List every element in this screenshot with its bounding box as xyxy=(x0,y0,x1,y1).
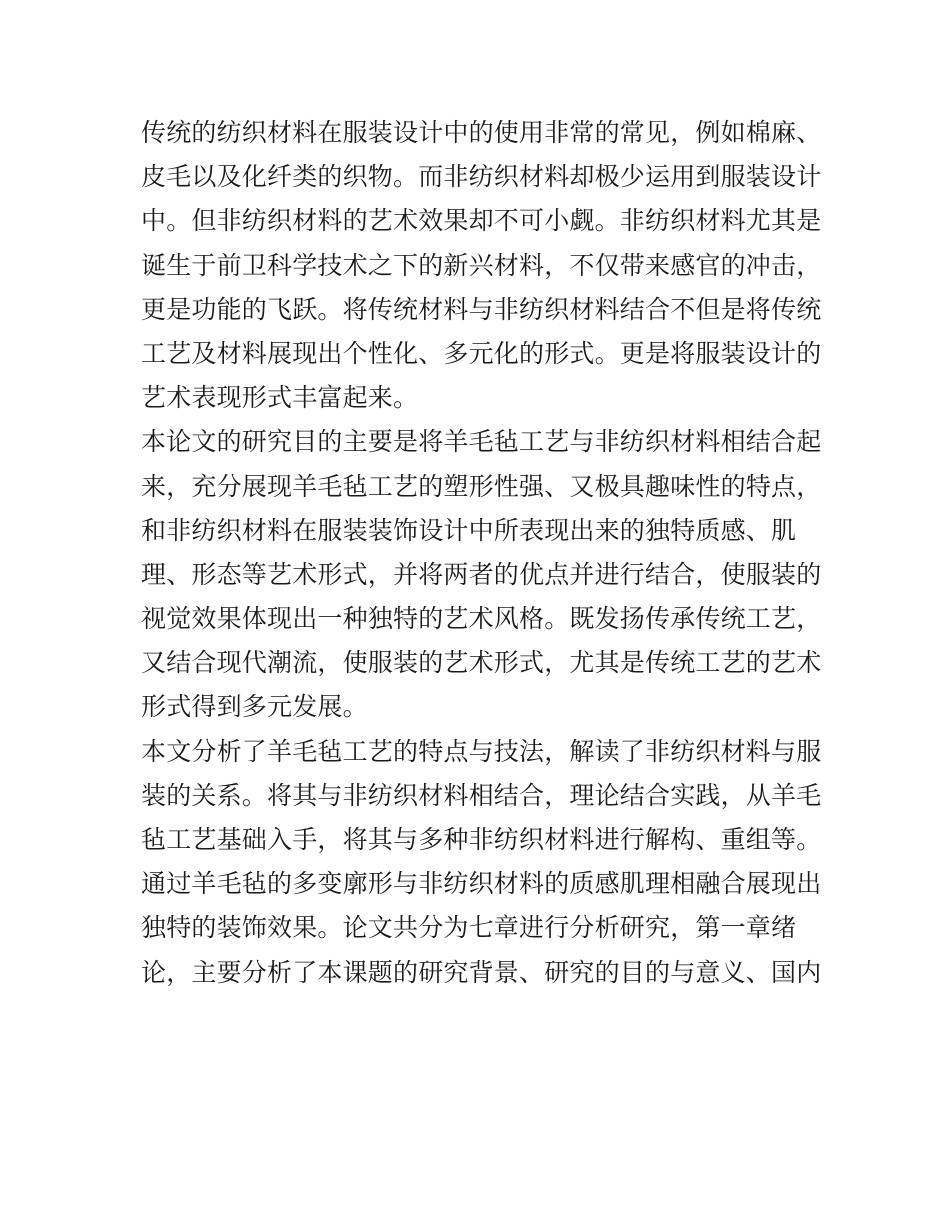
text-line: 诞生于前卫科学技术之下的新兴材料，不仅带来感官的冲击， xyxy=(141,250,822,280)
text-line: 中。但非纺织材料的艺术效果却不可小觑。非纺织材料尤其是 xyxy=(141,206,822,236)
text-line: 视觉效果体现出一种独特的艺术风格。既发扬传承传统工艺， xyxy=(141,604,822,634)
text-line: 本论文的研究目的主要是将羊毛毡工艺与非纺织材料相结合起 xyxy=(141,427,822,457)
text-line: 毡工艺基础入手，将其与多种非纺织材料进行解构、重组等。 xyxy=(141,825,822,854)
text-line: 通过羊毛毡的多变廓形与非纺织材料的质感肌理相融合展现出 xyxy=(141,869,822,899)
text-line: 本文分析了羊毛毡工艺的特点与技法，解读了非纺织材料与服 xyxy=(141,736,822,766)
text-line: 皮毛以及化纤类的织物。而非纺织材料却极少运用到服装设计 xyxy=(141,162,822,192)
text-line: 独特的装饰效果。论文共分为七章进行分析研究，第一章绪 xyxy=(141,913,797,943)
text-line: 艺术表现形式丰富起来。 xyxy=(141,383,419,413)
text-line: 形式得到多元发展。 xyxy=(141,692,368,722)
text-line: 和非纺织材料在服装装饰设计中所表现出来的独特质感、肌 xyxy=(141,515,797,545)
text-line: 论，主要分析了本课题的研究背景、研究的目的与意义、国内 xyxy=(141,957,822,987)
text-line: 装的关系。将其与非纺织材料相结合，理论结合实践，从羊毛 xyxy=(141,780,822,810)
text-line: 理、形态等艺术形式，并将两者的优点并进行结合，使服装的 xyxy=(141,559,822,589)
text-line: 更是功能的飞跃。将传统材料与非纺织材料结合不但是将传统 xyxy=(141,294,822,324)
text-line: 传统的纺织材料在服装设计中的使用非常的常见，例如棉麻、 xyxy=(141,118,822,147)
body-text xyxy=(141,111,821,995)
text-line: 又结合现代潮流，使服装的艺术形式，尤其是传统工艺的艺术 xyxy=(141,648,822,678)
text-line: 来，充分展现羊毛毡工艺的塑形性强、又极具趣味性的特点， xyxy=(141,471,822,501)
text-line: 工艺及材料展现出个性化、多元化的形式。更是将服装设计的 xyxy=(141,338,822,368)
